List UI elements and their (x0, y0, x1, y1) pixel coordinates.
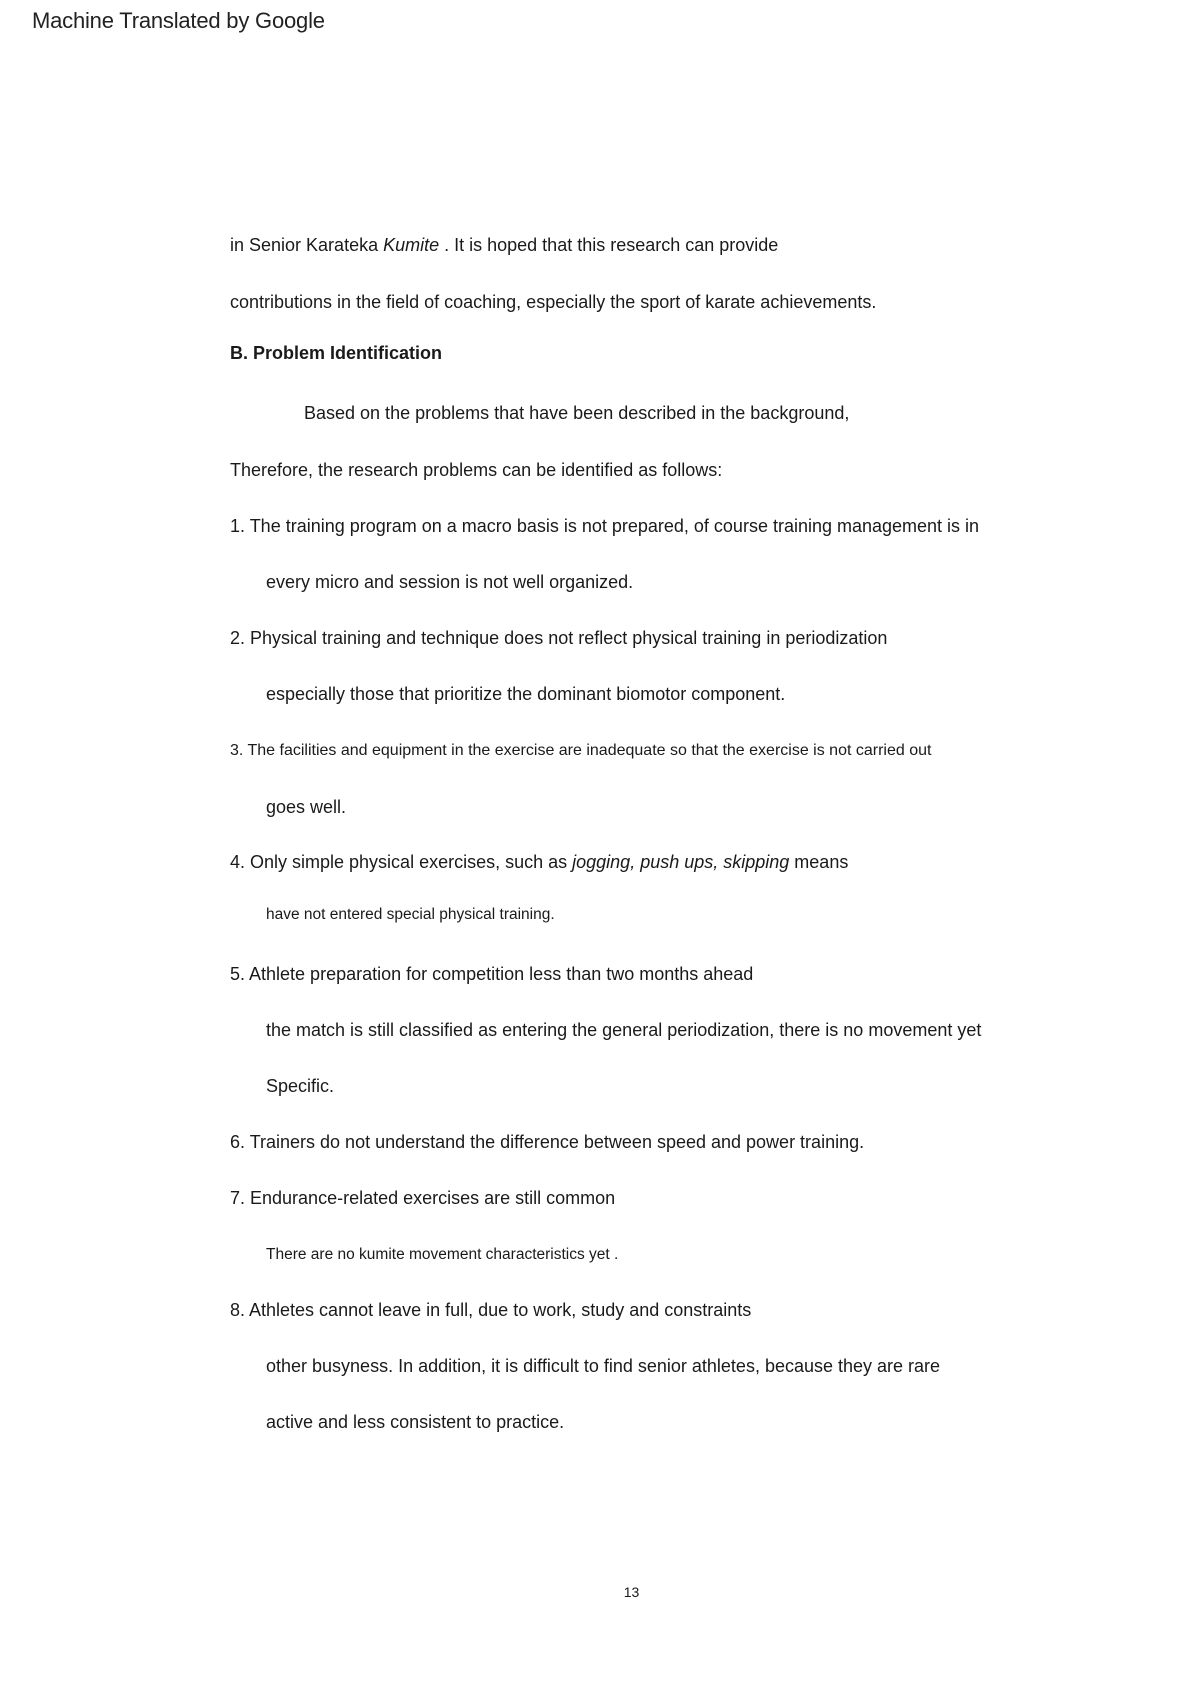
section-heading: B. Problem Identification (230, 343, 443, 363)
list-item-3-line-1: 3. The facilities and equipment in the exercise are inadequate so that the exercise is not carried out (230, 742, 932, 759)
intro-line-1 (230, 234, 778, 256)
list-item-4-line-2: have not entered special physical training. (266, 906, 555, 923)
list-item-3-line-2: goes well. (266, 797, 347, 817)
list-item-5-line-3: Specific. (266, 1076, 335, 1096)
list-item-4-post: means (789, 852, 849, 872)
list-item-8-line-2: other busyness. In addition, it is difficult to find senior athletes, because they are rare (266, 1356, 941, 1376)
list-item-2-line-1: 2. Physical training and technique does not reflect physical training in periodization (230, 628, 888, 648)
translation-banner: Machine Translated by Google (32, 8, 325, 33)
list-item-8-line-1: 8. Athletes cannot leave in full, due to work, study and constraints (230, 1300, 752, 1320)
page-number: 13 (623, 1584, 640, 1600)
section-paragraph-line-1: Based on the problems that have been described in the background, (304, 403, 850, 423)
list-item-5-line-1: 5. Athlete preparation for competition less than two months ahead (230, 964, 754, 984)
list-item-4-pre: 4. Only simple physical exercises, such as (230, 852, 573, 872)
intro-line-2: contributions in the field of coaching, especially the sport of karate achievements. (230, 292, 877, 312)
list-item-4-line-1 (230, 851, 848, 873)
intro-line-1-emphasis: Kumite (383, 235, 440, 255)
list-item-4-emphasis: jogging, push ups, skipping (572, 852, 790, 872)
intro-line-1-post: . It is hoped that this research can provide (439, 235, 779, 255)
list-item-2-line-2: especially those that prioritize the dominant biomotor component. (266, 684, 786, 704)
list-item-8-line-3: active and less consistent to practice. (266, 1412, 565, 1432)
list-item-5-line-2: the match is still classified as entering the general periodization, there is no movement yet (266, 1020, 982, 1040)
section-paragraph-line-2: Therefore, the research problems can be identified as follows: (230, 460, 723, 480)
intro-line-1-pre: in Senior Karateka (230, 235, 384, 255)
list-item-6-line-1: 6. Trainers do not understand the difference between speed and power training. (230, 1132, 865, 1152)
list-item-7-line-2: There are no kumite movement characteristics yet . (266, 1246, 619, 1263)
list-item-1-line-1: 1. The training program on a macro basis is not prepared, of course training management is in (230, 516, 980, 536)
list-item-1-line-2: every micro and session is not well organized. (266, 572, 634, 592)
list-item-7-line-1: 7. Endurance-related exercises are still common (230, 1188, 616, 1208)
